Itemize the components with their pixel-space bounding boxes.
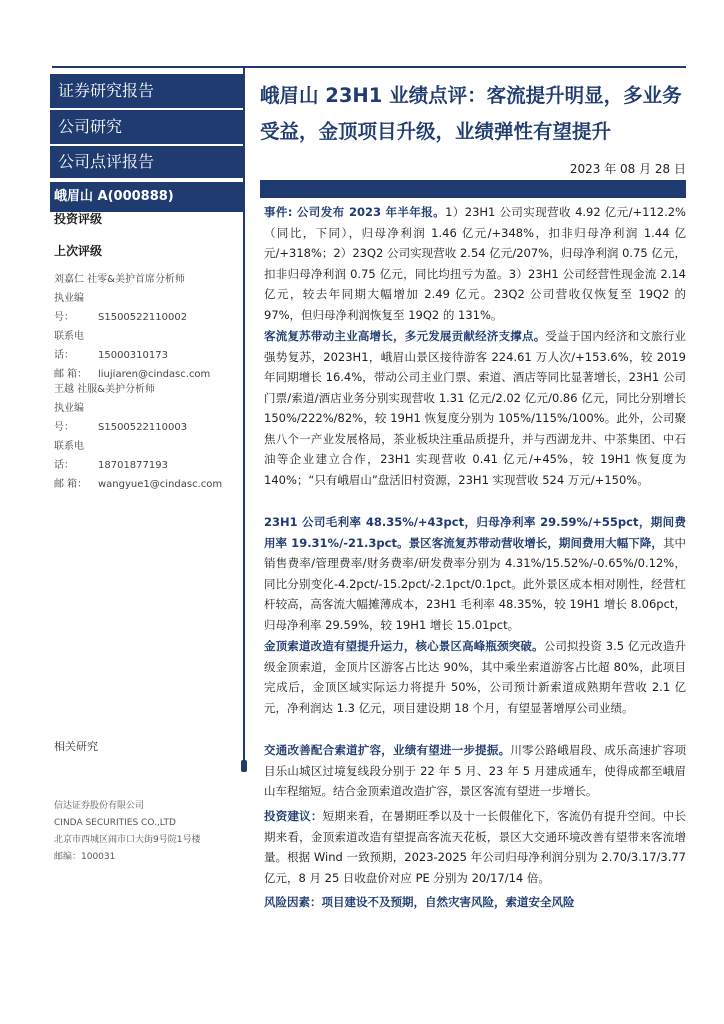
paragraph-text: 受益于国内经济和文旅行业强势复苏，2023H1，峨眉山景区接待游客 224.61 万人次/+153.6%，较 2019 年同期增长 16.4%，带动公司主业门票、索道、酒店等同比显著增长，23H1 公司门票/索道/酒店业务分别实现营收 1.31 亿元/2.02 亿元/0.86 亿元，同比分别增长 150%/222%/82%，较 19H1 恢复度分别为 105%/115%/100%。此外，公司聚焦八个一产业发展格局，茶业板块注重品质提升，并与西湖龙井、中茶集团、中石油等企业建立合作，23H1 实现营收 0.41 亿元/+45%，较 19H1 恢复度为 140%；“只有峨眉山”盘活旧村资源，23H1 实现营收 524 万元/+150%。 [264,329,686,487]
company-postcode: 邮编：100031 [54,852,116,862]
analyst-card-1 [54,270,210,384]
report-type-band: 证券研究报告 [50,74,245,108]
report-title: 峨眉山 23H1 业绩点评：客流提升明显，多业务受益，金顶项目升级，业绩弹性有望提升 [260,84,682,143]
company-name-cn: 信达证券股份有限公司 [54,801,145,811]
vertical-divider [243,66,245,771]
report-category-band: 公司研究 [50,110,245,144]
rating-label: 投资评级 [54,212,103,226]
paragraph-text: 项目建设不及预期，自然灾害风险，索道安全风险 [321,895,575,909]
divider-marker [241,760,247,772]
paragraph-lead: 投资建议： [264,809,323,823]
header-bar [260,180,686,198]
paragraph-lead: 金顶索道改造有望提升运力，核心景区高峰瓶颈突破。 [264,639,544,653]
analyst-card-2 [54,380,222,494]
company-address: 北京市西城区闹市口大街9号院1号楼 [54,835,201,845]
paragraph-cableway [264,636,686,718]
paragraph-lead: 交通改善配合索道扩容，业绩有望进一步提振。 [264,743,511,757]
phone-label: 联系电话： [54,331,84,361]
paragraph-margin [264,512,686,635]
last-rating-label: 上次评级 [54,244,103,258]
email-label: 邮 箱： [54,479,88,490]
phone-label: 联系电话： [54,441,84,471]
report-date: 2023 年 08 月 28 日 [569,162,686,176]
analyst-title: 刘嘉仁 社零&美护首席分析师 [54,274,185,285]
analyst-title: 王越 社服&美护分析师 [54,384,155,395]
paragraph-traffic [264,326,686,490]
company-info [54,798,200,866]
paragraph-text: 公司拟投资 3.5 亿元改造升级金顶索道，金顶片区游客占比达 90%，其中乘坐索道游客占比超 80%，此项目完成后，金顶区域实际运力将提升 50%，公司预计新索道成熟期年营收 2.1 亿元，净利润达 1.3 亿元，项目建设期 18 个月，有望显著增厚公司业绩。 [264,639,686,715]
cert-number: S1500522110002 [98,312,188,323]
paragraph-event [264,202,686,325]
paragraph-transport [264,740,686,802]
company-name-en: CINDA SECURITIES CO.,LTD [54,818,176,828]
cert-label: 执业编号： [54,293,84,323]
email-link[interactable]: liujiaren@cindasc.com [98,369,211,380]
email-link[interactable]: wangyue1@cindasc.com [98,479,223,490]
related-research-heading: 相关研究 [54,740,98,753]
report-subtype-band: 公司点评报告 [50,146,245,178]
top-rule [52,66,686,68]
paragraph-investment [264,806,686,888]
email-label: 邮 箱： [54,369,88,380]
paragraph-lead: 23H1 公司毛利率 48.35%/+43pct，归母净利率 29.59%/+55pct，期间费用率 19.31%/-21.3pct。景区客流复苏带动营收增长，期间费用大幅下降， [264,515,686,550]
paragraph-lead: 事件: 公司发布 2023 年半年报。 [264,205,446,219]
paragraph-risk [264,892,686,913]
sidebar [50,70,245,970]
cert-label: 执业编号： [54,403,84,433]
stock-ticker: 峨眉山 A(000888) [50,182,245,212]
paragraph-text: 1）23H1 公司实现营收 4.92 亿元/+112.2%（同比，下同），归母净利润 1.46 亿元/+348%，扣非归母净利润 1.44 亿元/+318%；2）23Q2 公司实现营收 2.54 亿元/207%，归母净利润 0.75 亿元，扣非归母净利润 0.75 亿元，同比均扭亏为盈。3）23H1 公司经营性现金流 2.14 亿元，较去年同期大幅增加 2.49 亿元。23Q2 公司营收仅恢复至 19Q2 的 97%，但归母净利润恢复至 19Q2 的 131%。 [264,205,686,322]
paragraph-lead: 风险因素： [264,895,322,909]
paragraph-text: 短期来看，在暑期旺季以及十一长假催化下，客流仍有提升空间。中长期来看，金顶索道改造有望提高客流天花板，景区大交通环境改善有望带来客流增量。根据 Wind 一致预期，2023-2025 年公司归母净利润分别为 2.70/3.17/3.77 亿元，8 月 25 日收盘价对应 PE 分别为 20/17/14 倍。 [264,809,687,885]
phone-number: 18701877193 [98,460,168,471]
cert-number: S1500522110003 [98,422,188,433]
phone-number: 15000310173 [98,350,168,361]
paragraph-lead: 客流复苏带动主业高增长，多元发展贡献经济支撑点。 [264,329,546,343]
paragraph-text: 川零公路峨眉段、成乐高速扩容项目乐山城区过境复线段分别于 22 年 5 月、23 年 5 月建成通车，使得成都至峨眉山车程缩短。结合金顶索道改造扩容，景区客流有望进一步增长。 [264,743,687,798]
paragraph-text: 其中销售费率/管理费率/财务费率/研发费率分别为 4.31%/15.52%/-0.65%/0.12%，同比分别变化-4.2pct/-15.2pct/-2.1pct/0.1pct。此外景区成本相对刚性，经营杠杆较高，高客流大幅摊薄成本，23H1 毛利率 48.35%，较 19H1 增长 8.06pct，归母净利率 29.59%，较 19H1 增长 15.01pct。 [264,535,686,632]
